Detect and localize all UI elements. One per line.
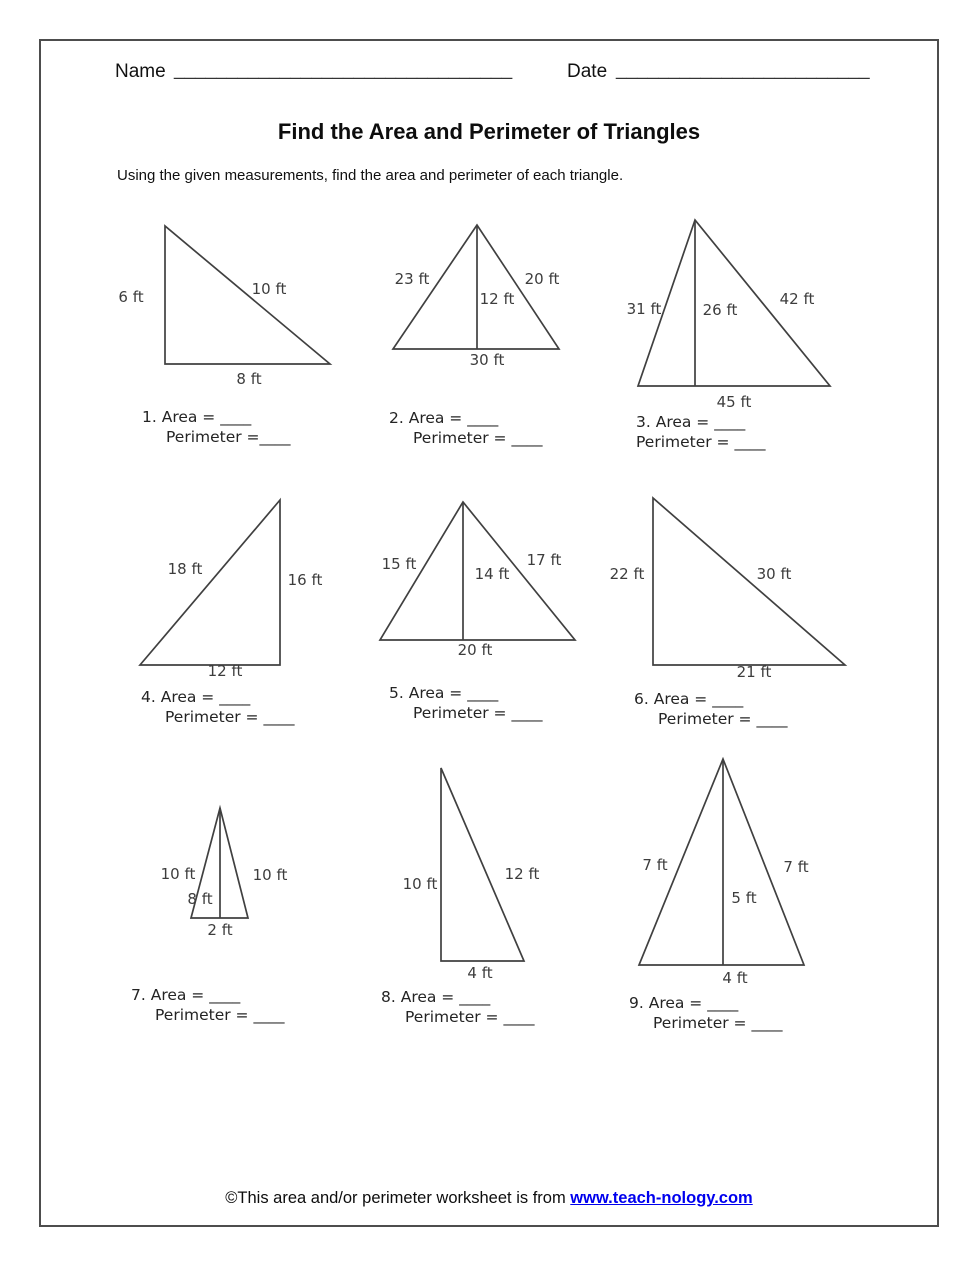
triangle-2-right-side-label: 20 ft [524, 270, 560, 288]
question-5 [389, 683, 542, 723]
question-3-perimeter: Perimeter = ____ [636, 433, 766, 451]
question-7-area: 7. Area = ____ [131, 986, 241, 1004]
triangle-8-left-side-label: 10 ft [402, 875, 438, 893]
footer-credit-text: ©This area and/or perimeter worksheet is from [225, 1189, 571, 1207]
triangle-9-base-label: 4 ft [722, 969, 748, 987]
question-5-area: 5. Area = ____ [389, 684, 499, 702]
question-3-area: 3. Area = ____ [636, 413, 746, 431]
footer-credit [41, 1189, 937, 1208]
worksheet-border [39, 39, 939, 1227]
question-2-perimeter: Perimeter = ____ [413, 429, 543, 447]
triangle-6-base-label: 21 ft [736, 663, 772, 681]
triangle-8-hypotenuse-label: 12 ft [504, 865, 540, 883]
question-4-perimeter: Perimeter = ____ [165, 708, 295, 726]
question-2-area: 2. Area = ____ [389, 409, 499, 427]
triangle-1-base-label: 8 ft [236, 370, 262, 388]
triangle-9-right-side-label: 7 ft [783, 858, 809, 876]
triangle-3-right-side-label: 42 ft [779, 290, 815, 308]
triangle-6-left-side-label: 22 ft [609, 565, 645, 583]
triangle-1-left-side-label: 6 ft [118, 288, 144, 306]
triangle-2-height-label: 12 ft [479, 290, 515, 308]
triangle-4-hypotenuse-label: 18 ft [167, 560, 203, 578]
name-blank-line: ________________________________ [174, 59, 513, 80]
question-7-perimeter: Perimeter = ____ [155, 1006, 285, 1024]
triangle-6-figure [651, 496, 848, 668]
triangle-4-figure [138, 498, 283, 668]
triangle-6-hypotenuse-label: 30 ft [756, 565, 792, 583]
teach-nology-link[interactable]: www.teach-nology.com [570, 1189, 753, 1207]
triangle-7-base-label: 2 ft [207, 921, 233, 939]
triangle-3-left-side-label: 31 ft [626, 300, 662, 318]
question-6-area: 6. Area = ____ [634, 690, 744, 708]
question-8 [381, 987, 534, 1027]
name-label: Name [115, 61, 166, 82]
question-1-area: 1. Area = ____ [142, 408, 252, 426]
question-1 [142, 407, 291, 447]
question-1-perimeter: Perimeter =____ [166, 428, 291, 446]
question-8-perimeter: Perimeter = ____ [405, 1008, 535, 1026]
instruction-text: Using the given measurements, find the area and perimeter of each triangle. [117, 167, 624, 184]
question-2 [389, 408, 542, 448]
triangle-7-right-side-label: 10 ft [252, 866, 288, 884]
question-6 [634, 689, 787, 729]
question-6-perimeter: Perimeter = ____ [658, 710, 788, 728]
question-4-area: 4. Area = ____ [141, 688, 251, 706]
triangle-2-base-label: 30 ft [469, 351, 505, 369]
triangle-8-base-label: 4 ft [467, 964, 493, 982]
date-blank-line: ________________________ [616, 59, 870, 80]
triangle-3-height-label: 26 ft [702, 301, 738, 319]
question-5-perimeter: Perimeter = ____ [413, 704, 543, 722]
triangle-5-base-label: 20 ft [457, 641, 493, 659]
question-9-area: 9. Area = ____ [629, 994, 739, 1012]
question-4 [141, 687, 294, 727]
triangle-7-left-side-label: 10 ft [160, 865, 196, 883]
date-label: Date [567, 61, 608, 82]
question-8-area: 8. Area = ____ [381, 988, 491, 1006]
triangle-5-left-side-label: 15 ft [381, 555, 417, 573]
triangle-5-height-label: 14 ft [474, 565, 510, 583]
triangle-1-figure [163, 224, 333, 367]
triangle-5-right-side-label: 17 ft [526, 551, 562, 569]
triangle-1-hypotenuse-label: 10 ft [251, 280, 287, 298]
question-9 [629, 993, 782, 1033]
question-9-perimeter: Perimeter = ____ [653, 1014, 783, 1032]
page-title: Find the Area and Perimeter of Triangles [277, 119, 701, 144]
question-3 [636, 412, 765, 452]
question-7 [131, 985, 284, 1025]
triangle-3-base-label: 45 ft [716, 393, 752, 411]
triangle-4-right-side-label: 16 ft [287, 571, 323, 589]
triangle-9-height-label: 5 ft [731, 889, 757, 907]
triangle-9-left-side-label: 7 ft [642, 856, 668, 874]
triangle-7-height-label: 8 ft [187, 890, 213, 908]
triangle-2-left-side-label: 23 ft [394, 270, 430, 288]
triangle-4-base-label: 12 ft [207, 662, 243, 680]
